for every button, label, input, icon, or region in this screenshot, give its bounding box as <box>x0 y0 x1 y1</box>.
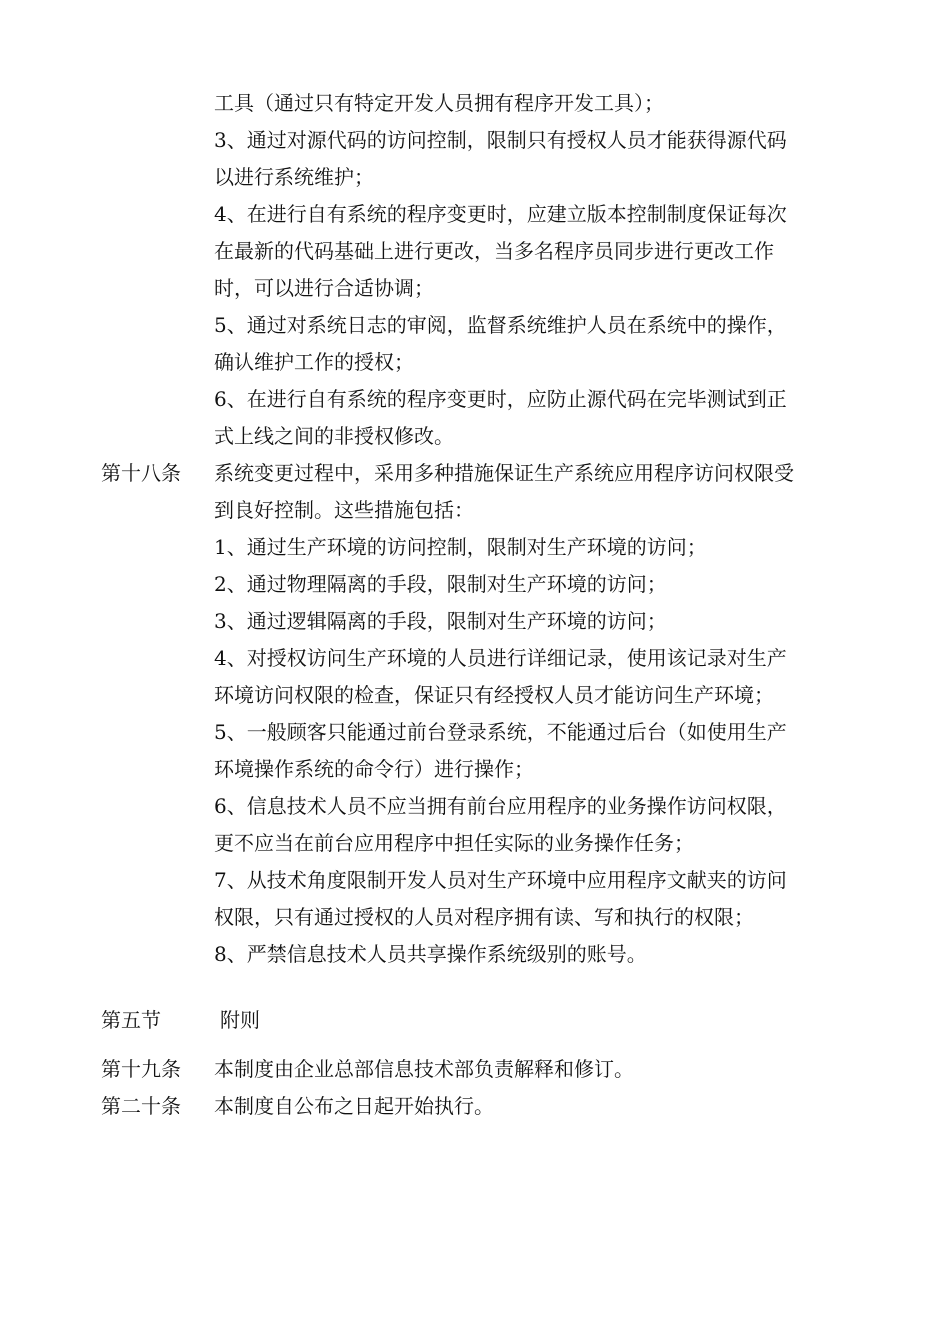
article18-item-2: 2、通过物理隔离的手段，限制对生产环境的访问； <box>214 572 667 596</box>
article20-text: 本制度自公布之日起开始执行。 <box>214 1094 494 1118</box>
article18-label: 第十八条 <box>101 461 181 485</box>
article17-item-5-line-2: 确认维护工作的授权； <box>214 350 414 374</box>
section5-heading: 第五节 <box>101 1008 161 1032</box>
article18-item-7-line-1: 7、从技术角度限制开发人员对生产环境中应用程序文献夹的访问 <box>214 868 787 892</box>
article18-item-6-line-2: 更不应当在前台应用程序中担任实际的业务操作任务； <box>214 831 694 855</box>
article18-intro-line-1: 系统变更过程中，采用多种措施保证生产系统应用程序访问权限受 <box>214 461 794 485</box>
article17-line-top: 工具（通过只有特定开发人员拥有程序开发工具）； <box>214 91 664 115</box>
article18-item-4-line-2: 环境访问权限的检查，保证只有经授权人员才能访问生产环境； <box>214 683 774 707</box>
article18-item-1: 1、通过生产环境的访问控制，限制对生产环境的访问； <box>214 535 707 559</box>
article17-item-5-line-1: 5、通过对系统日志的审阅，监督系统维护人员在系统中的操作， <box>214 313 787 337</box>
article18-item-3: 3、通过逻辑隔离的手段，限制对生产环境的访问； <box>214 609 667 633</box>
article18-item-5-line-2: 环境操作系统的命令行）进行操作； <box>214 757 534 781</box>
article20-label: 第二十条 <box>101 1094 181 1118</box>
section5-title: 附则 <box>220 1008 260 1032</box>
article19-label: 第十九条 <box>101 1057 181 1081</box>
article18-item-4-line-1: 4、对授权访问生产环境的人员进行详细记录，使用该记录对生产 <box>214 646 787 670</box>
article17-item-6-line-2: 式上线之间的非授权修改。 <box>214 424 454 448</box>
article18-item-6-line-1: 6、信息技术人员不应当拥有前台应用程序的业务操作访问权限， <box>214 794 787 818</box>
article19-text: 本制度由企业总部信息技术部负责解释和修订。 <box>214 1057 634 1081</box>
article17-item-4-line-1: 4、在进行自有系统的程序变更时，应建立版本控制制度保证每次 <box>214 202 787 226</box>
article18-item-7-line-2: 权限，只有通过授权的人员对程序拥有读、写和执行的权限； <box>214 905 754 929</box>
article18-item-5-line-1: 5、一般顾客只能通过前台登录系统，不能通过后台（如使用生产 <box>214 720 787 744</box>
article17-item-6-line-1: 6、在进行自有系统的程序变更时，应防止源代码在完毕测试到正 <box>214 387 787 411</box>
article17-item-4-line-2: 在最新的代码基础上进行更改，当多名程序员同步进行更改工作 <box>214 239 774 263</box>
article18-item-8: 8、严禁信息技术人员共享操作系统级别的账号。 <box>214 942 647 966</box>
article17-item-3-line-1: 3、通过对源代码的访问控制，限制只有授权人员才能获得源代码 <box>214 128 787 152</box>
article17-item-3-line-2: 以进行系统维护； <box>214 165 374 189</box>
article17-item-4-line-3: 时，可以进行合适协调； <box>214 276 434 300</box>
article18-intro-line-2: 到良好控制。这些措施包括： <box>214 498 474 522</box>
